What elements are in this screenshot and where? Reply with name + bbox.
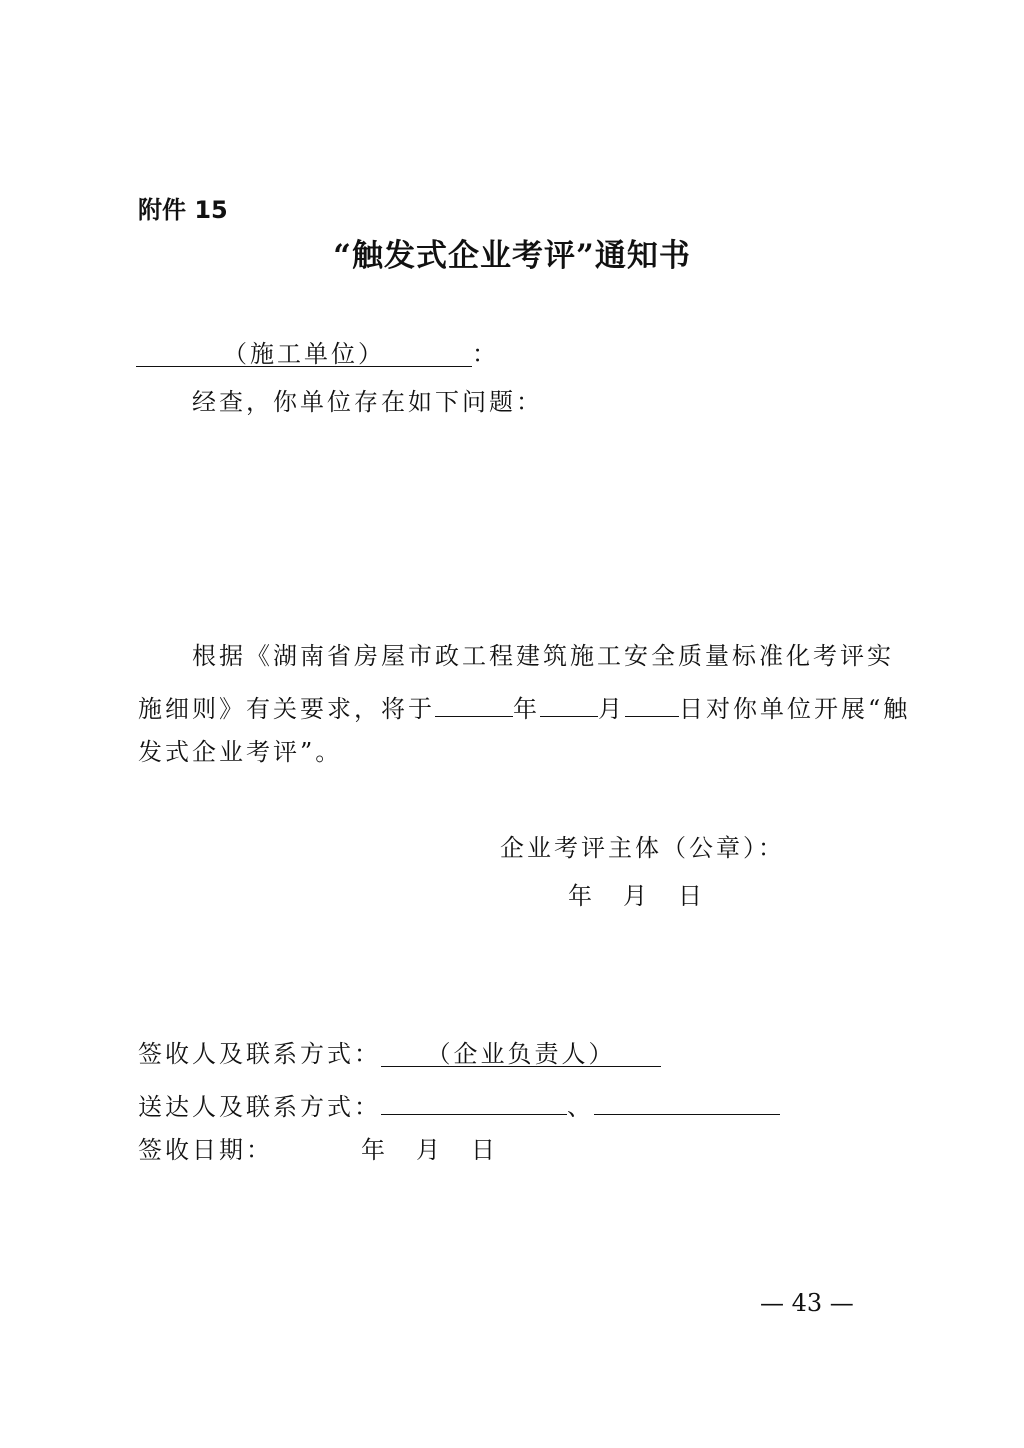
attachment-label: 附件 15 xyxy=(138,196,228,224)
page-number: — 43 — xyxy=(760,1289,854,1317)
addressee-placeholder: （施工单位） xyxy=(223,340,385,368)
addressee-colon: ： xyxy=(472,340,499,368)
issuer-date xyxy=(568,880,705,912)
paragraph-line-3: 发式企业考评”。 xyxy=(138,738,343,766)
receiver-line xyxy=(138,1038,661,1070)
receipt-month: 月 xyxy=(416,1136,443,1164)
month-blank xyxy=(540,688,598,717)
paragraph-line-1: 根据《湖南省房屋市政工程建筑施工安全质量标准化考评实 xyxy=(192,642,894,670)
receiver-placeholder: （企业负责人） xyxy=(426,1040,616,1068)
paragraph-line-2-end: 日对你单位开展“触 xyxy=(679,695,911,723)
document-title: “触发式企业考评”通知书 xyxy=(333,238,691,274)
addressee-line xyxy=(136,338,499,370)
day-blank xyxy=(625,688,679,717)
issuer-subject-label: 企业考评主体（公章）： xyxy=(500,834,785,862)
receiver-label: 签收人及联系方式： xyxy=(138,1040,381,1068)
year-label: 年 xyxy=(513,695,540,723)
sender-blank-1 xyxy=(381,1086,567,1115)
receipt-date-label: 签收日期： xyxy=(138,1136,273,1164)
sender-line xyxy=(138,1086,780,1123)
paragraph-line-2 xyxy=(138,688,910,725)
year-blank xyxy=(435,688,513,717)
issuer-day: 日 xyxy=(678,882,705,910)
issuer-month: 月 xyxy=(623,882,650,910)
addressee-blank xyxy=(136,338,472,367)
sender-label: 送达人及联系方式： xyxy=(138,1093,381,1121)
intro-text: 经查，你单位存在如下问题： xyxy=(192,388,543,416)
receipt-date-line xyxy=(138,1134,498,1166)
receipt-day: 日 xyxy=(471,1136,498,1164)
receiver-blank xyxy=(381,1038,661,1067)
month-label: 月 xyxy=(598,695,625,723)
sender-separator: 、 xyxy=(567,1093,594,1121)
issuer-year: 年 xyxy=(568,882,595,910)
paragraph-line-2-start: 施细则》有关要求，将于 xyxy=(138,695,435,723)
receipt-year: 年 xyxy=(361,1136,388,1164)
sender-blank-2 xyxy=(594,1086,780,1115)
